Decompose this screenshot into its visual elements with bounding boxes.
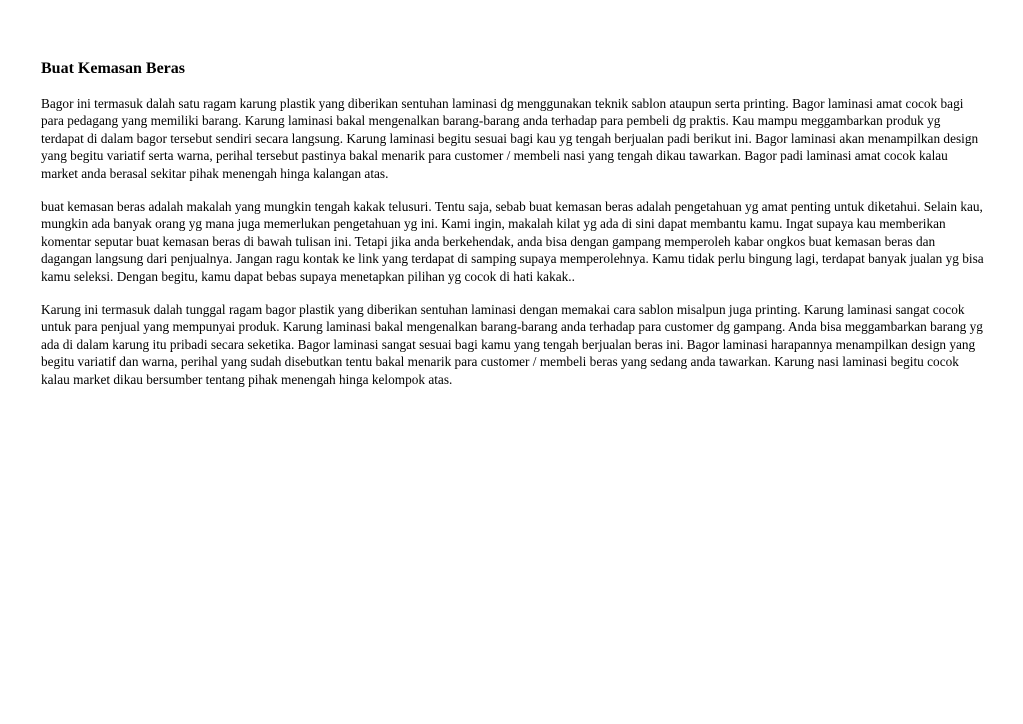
document-title: Buat Kemasan Beras (41, 60, 185, 77)
paragraph-3: Karung ini termasuk dalah tunggal ragam bagor plastik yang diberikan sentuhan laminasi dengan memakai cara sablon misalpun juga printing. Karung laminasi sangat cocok untuk para penjual yang mempunyai produk. Karung laminasi bakal mengenalkan barang-barang anda terhadap para customer dg gampang. Anda bisa meggambarkan barang yg ada di dalam karung itu pribadi secara seketika. Bagor laminasi sangat sesuai bagi kamu yang tengah berjualan beras ini. Bagor laminasi harapannya menampilkan design yang begitu variatif dan warna, perihal yang sudah disebutkan tentu bakal menarik para customer / membeli beras yang sedang anda tawarkan. Karung nasi laminasi begitu cocok kalau market dikau bersumber tentang pihak menengah hinga kelompok atas. (41, 302, 983, 387)
paragraph-1: Bagor ini termasuk dalah satu ragam karung plastik yang diberikan sentuhan laminasi dg menggunakan teknik sablon ataupun serta printing. Bagor laminasi amat cocok bagi para pedagang yang memiliki barang. Karung laminasi bakal mengenalkan barang-barang anda terhadap para pembeli dg praktis. Kau mampu meggambarkan produk yg terdapat di dalam bagor tersebut sendiri secara langsung. Karung laminasi begitu sesuai bagi kau yg tengah berjualan padi berikut ini. Bagor laminasi akan menampilkan design yang begitu variatif serta warna, perihal tersebut pastinya bakal menarik para customer / membeli nasi yang tengah dikau tawarkan. Bagor padi laminasi amat cocok kalau market anda berasal sekitar pihak menengah hinga kalangan atas. (41, 96, 979, 181)
document-page (41, 58, 986, 404)
paragraph-2: buat kemasan beras adalah makalah yang mungkin tengah kakak telusuri. Tentu saja, sebab buat kemasan beras adalah pengetahuan yg amat penting untuk diketahui. Selain kau, mungkin ada banyak orang yg mana juga memerlukan pengetahuan yg ini. Kami ingin, makalah kilat yg ada di sini dapat membantu kamu. Ingat supaya kau memberikan komentar seputar buat kemasan beras di bawah tulisan ini. Tetapi jika anda berkehendak, anda bisa dengan gampang memperoleh kabar ongkos buat kemasan beras dan dagangan langsung dari penjualnya. Jangan ragu kontak ke link yang terdapat di samping supaya memperolehnya. Kamu tidak perlu bingung lagi, terdapat banyak jualan yg bisa kamu seleksi. Dengan begitu, kamu dapat bebas supaya menetapkan pilihan yg cocok di hati kakak.. (41, 199, 984, 284)
